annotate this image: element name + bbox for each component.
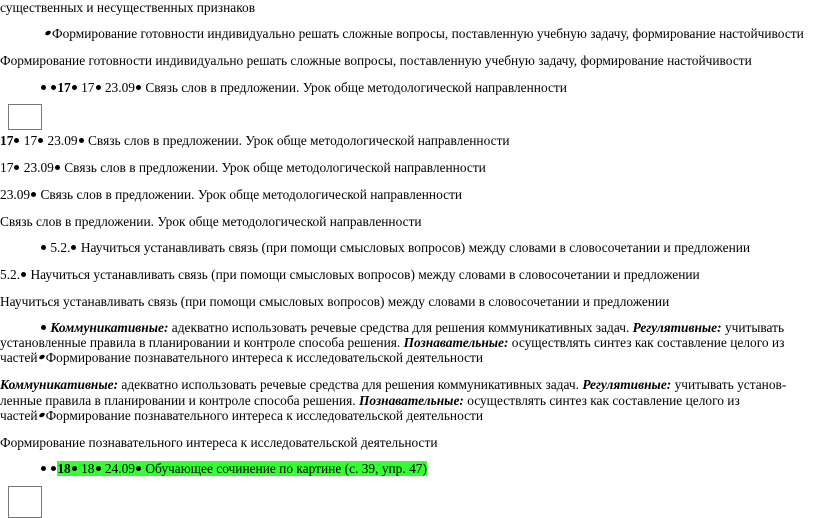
- text-line: Формирование готовности индивидуально решать сложные вопросы, поставленную учебную задачу, формирование настойчивости: [0, 53, 752, 68]
- list-item: Коммуникативные: адекватно использовать речевые средства для решения коммуникативных задач. Регулятивные: учитывать: [40, 320, 784, 336]
- text-line: установленные правила в планировании и контроле способа решения. Познавательные: осуществлять синтез как составление целого из: [0, 335, 785, 350]
- list-item: 17 17 23.09 Связь слов в предложении. Урок обще методологической направленности: [40, 80, 567, 96]
- list-item: 5.2. Научиться устанавливать связь (при помощи смысловых вопросов) между словами в словосочетании и предложении: [40, 240, 750, 256]
- text-line: Коммуникативные: адекватно использовать речевые средства для решения коммуникативных задач. Регулятивные: учитывать установ-: [0, 377, 787, 392]
- bullet-icon: [72, 466, 77, 471]
- empty-cell: [8, 104, 42, 130]
- bullet-icon: [38, 354, 45, 360]
- bullet-icon: [44, 30, 51, 36]
- list-item: 18 18 24.09 Обучающее сочинение по картине (с. 39, упр. 47): [40, 461, 427, 477]
- bullet-icon: [55, 165, 60, 170]
- bullet-icon: [71, 245, 76, 250]
- bullet-icon: [136, 85, 141, 90]
- text-line: 23.09 Связь слов в предложении. Урок обще методологической направленности: [0, 187, 463, 202]
- bullet-icon: [136, 466, 141, 471]
- bullet-icon: [41, 325, 46, 330]
- text-line: Формирование познавательного интереса к исследовательской деятельности: [0, 435, 438, 450]
- bullet-icon: [96, 466, 101, 471]
- text-line: существенных и несущественных признаков: [0, 0, 256, 15]
- bullet-icon: [21, 272, 26, 277]
- text-line: частей Формирование познавательного интереса к исследовательской деятельности: [0, 350, 484, 365]
- text-line: 5.2. Научиться устанавливать связь (при помощи смысловых вопросов) между словами в словосочетании и предложении: [0, 267, 700, 282]
- bullet-icon: [79, 138, 84, 143]
- bullet-icon: [51, 466, 56, 471]
- text-line: Научиться устанавливать связь (при помощи смысловых вопросов) между словами в словосочетании и предложении: [0, 294, 670, 309]
- bullet-icon: [41, 245, 46, 250]
- bullet-icon: [14, 138, 19, 143]
- bullet-icon: [38, 138, 43, 143]
- bullet-icon: [41, 85, 46, 90]
- bullet-icon: [38, 412, 45, 418]
- text-line: ленные правила в планировании и контроле способа решения. Познавательные: осуществлять синтез как составление целого из: [0, 393, 740, 408]
- text-line: частей Формирование познавательного интереса к исследовательской деятельности: [0, 408, 484, 423]
- bullet-icon: [31, 192, 36, 197]
- bullet-icon: [72, 85, 77, 90]
- bullet-icon: [51, 85, 56, 90]
- bullet-icon: [41, 466, 46, 471]
- list-item: Формирование готовности индивидуально решать сложные вопросы, поставленную учебную задачу, формирование настойчивости: [44, 26, 804, 42]
- bullet-icon: [96, 85, 101, 90]
- bullet-icon: [14, 165, 19, 170]
- empty-cell: [8, 486, 42, 518]
- text-line: 17 23.09 Связь слов в предложении. Урок обще методологической направленности: [0, 160, 486, 175]
- text-line: Связь слов в предложении. Урок обще методологической направленности: [0, 214, 422, 229]
- text-line: 17 17 23.09 Связь слов в предложении. Урок обще методологической направленности: [0, 133, 510, 148]
